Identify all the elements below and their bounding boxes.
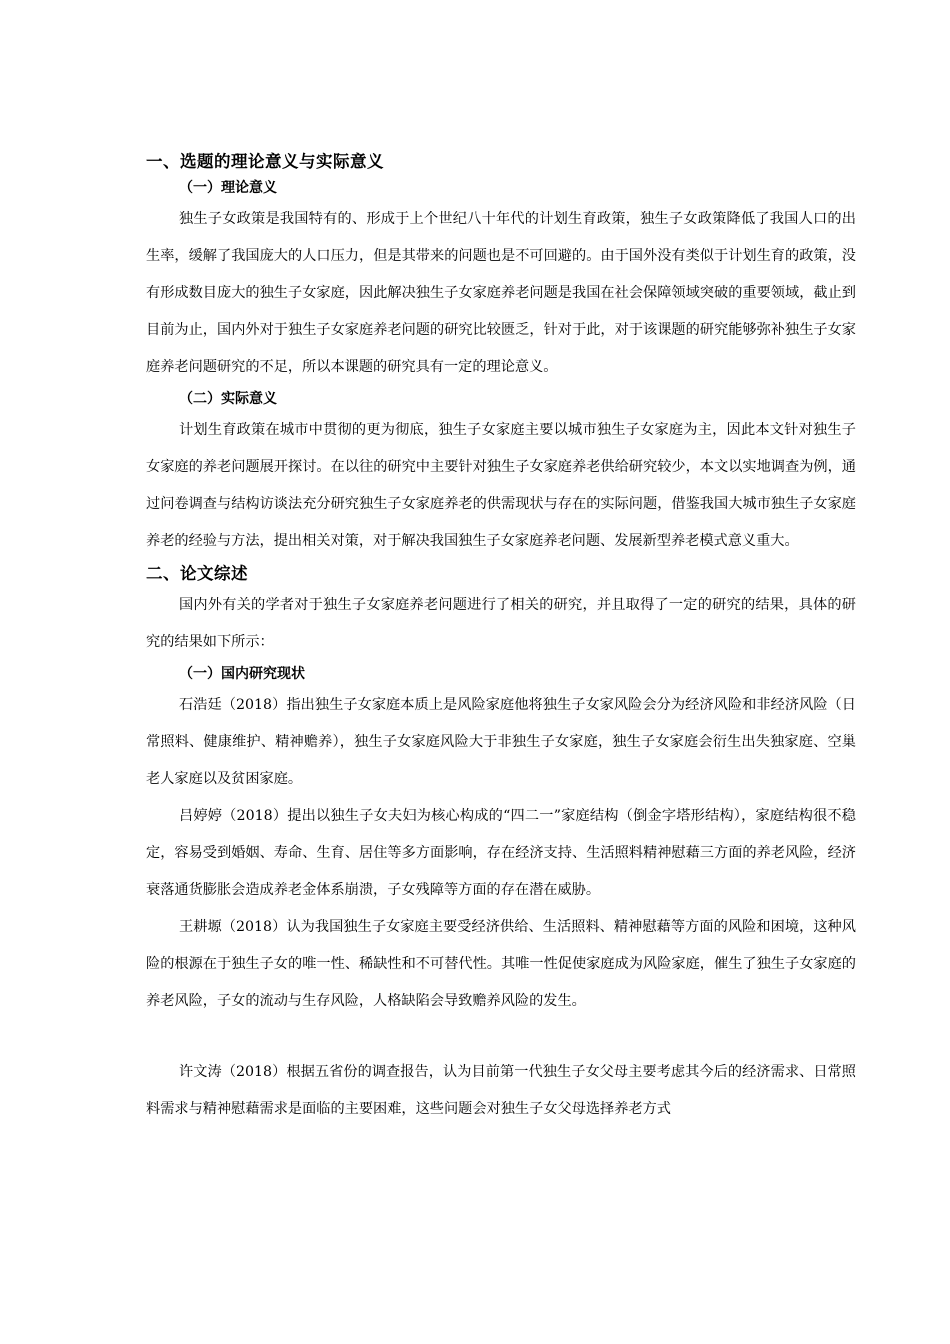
- paragraph-gap: [146, 1020, 856, 1054]
- review-paragraph-wang: 王耕塬（2018）认为我国独生子女家庭主要受经济供给、生活照料、精神慰藉等方面的风险和困境，这种风险的根源在于独生子女的唯一性、稀缺性和不可替代性。其唯一性促使家庭成为风险家庭，催生了独生子女家庭的养老风险，子女的流动与生存风险，人格缺陷会导致赡养风险的发生。: [146, 919, 856, 1009]
- review-paragraph-shi: 石浩廷（2018）指出独生子女家庭本质上是风险家庭他将独生子女家风险会分为经济风险和非经济风险（日常照料、健康维护、精神赡养），独生子女家庭风险大于非独生子女家庭，独生子女家庭会衍生出失独家庭、空巢老人家庭以及贫困家庭。: [146, 697, 856, 787]
- section-1-sub-2-heading: （二）实际意义: [179, 391, 277, 407]
- section-1-sub-1-heading: （一）理论意义: [179, 180, 277, 196]
- section-2-heading: 二、论文综述: [146, 564, 248, 583]
- review-paragraph-xu: 许文涛（2018）根据五省份的调查报告，认为目前第一代独生子女父母主要考虑其今后的经济需求、日常照料需求与精神慰藉需求是面临的主要困难，这些问题会对独生子女父母选择养老方式: [146, 1064, 856, 1117]
- practical-significance-paragraph: 计划生育政策在城市中贯彻的更为彻底，独生子女家庭主要以城市独生子女家庭为主，因此本文针对独生子女家庭的养老问题展开探讨。在以往的研究中主要针对独生子女家庭养老供给研究较少，本文以实地调查为例，通过问卷调查与结构访谈法充分研究独生子女家庭养老的供需现状与存在的实际问题，借鉴我国大城市独生子女家庭养老的经验与方法，提出相关对策，对于解决我国独生子女家庭养老问题、发展新型养老模式意义重大。: [146, 422, 856, 549]
- theory-significance-paragraph: 独生子女政策是我国特有的、形成于上个世纪八十年代的计划生育政策，独生子女政策降低了我国人口的出生率，缓解了我国庞大的人口压力，但是其带来的问题也是不可回避的。由于国外没有类似于计划生育的政策，没有形成数目庞大的独生子女家庭，因此解决独生子女家庭养老问题是我国在社会保障领域突破的重要领域，截止到目前为止，国内外对于独生子女家庭养老问题的研究比较匮乏，针对于此，对于该课题的研究能够弥补独生子女家庭养老问题研究的不足，所以本课题的研究具有一定的理论意义。: [146, 211, 856, 375]
- section-1-heading: 一、选题的理论意义与实际意义: [146, 152, 384, 171]
- literature-intro-paragraph: 国内外有关的学者对于独生子女家庭养老问题进行了相关的研究，并且取得了一定的研究的结果，具体的研究的结果如下所示：: [146, 597, 856, 650]
- review-paragraph-lv: 吕婷婷（2018）提出以独生子女夫妇为核心构成的“四二一”家庭结构（倒金字塔形结构），家庭结构很不稳定，容易受到婚姻、寿命、生育、居住等多方面影响，存在经济支持、生活照料精神慰藉三方面的养老风险，经济衰落通货膨胀会造成养老金体系崩溃，子女残障等方面的存在潜在威胁。: [146, 808, 856, 898]
- section-2-sub-1-heading: （一）国内研究现状: [179, 666, 305, 682]
- document-page: [146, 148, 856, 1128]
